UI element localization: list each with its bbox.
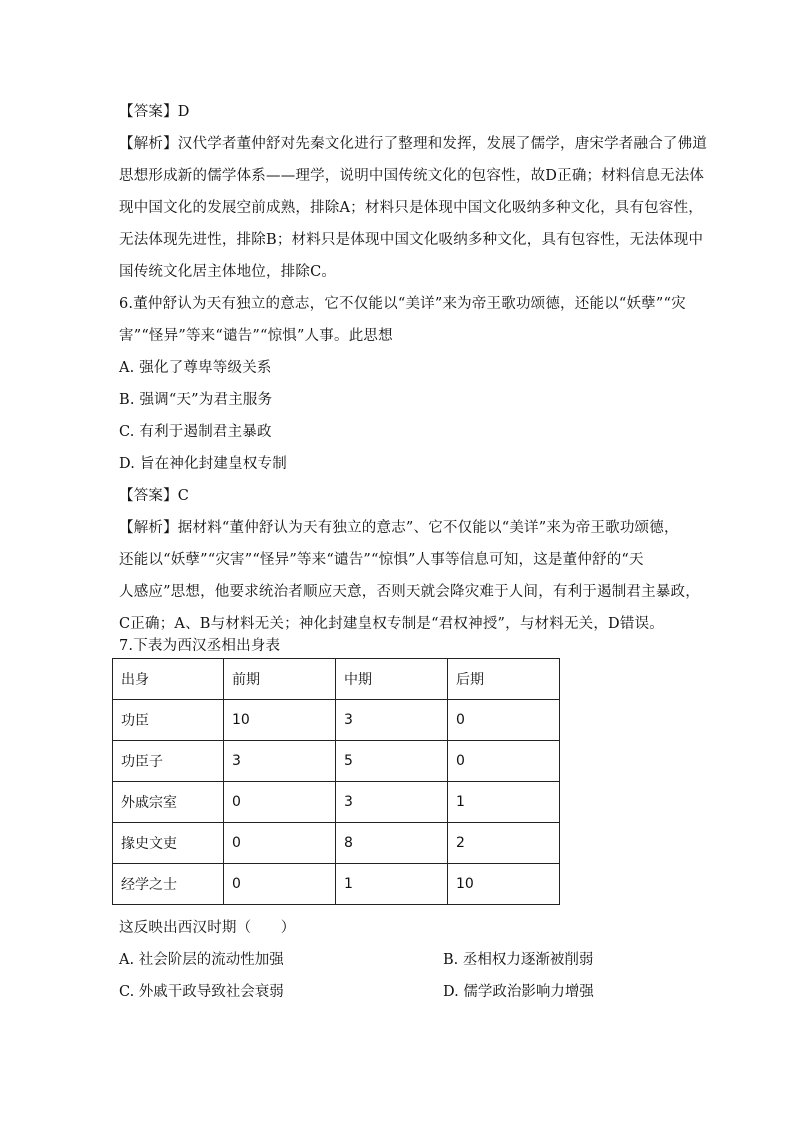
q6-option-d: D. 旨在神化封建皇权专制 [119,456,287,472]
q6-analysis-line: C正确；A、B与材料无关；神化封建皇权专制是“君权神授”，与材料无关，D错误。 [119,616,664,632]
table-row [113,700,560,741]
table-cell: 0 [448,741,560,782]
table-cell: 0 [224,782,336,823]
q7-option-b: B. 丞相权力逐渐被削弱 [443,952,594,968]
table-cell: 经学之士 [113,864,224,905]
table-cell: 0 [224,823,336,864]
table-cell: 功臣子 [113,741,224,782]
q5-analysis-line: 现中国文化的发展空前成熟，排除A；材料只是体现中国文化吸纳多种文化，具有包容性， [119,200,703,216]
table-header-cell: 前期 [224,659,336,700]
q7-question: 这反映出西汉时期（ ） [119,920,296,936]
table-cell: 功臣 [113,700,224,741]
table-row [113,823,560,864]
table-cell: 1 [448,782,560,823]
q6-option-c: C. 有利于遏制君主暴政 [119,424,272,440]
q6-analysis-line: 还能以“妖孽”“灾害”“怪异”等来“谴告”“惊惧”人事等信息可知，这是董仲舒的“天 [119,552,644,568]
q7-stem: 7.下表为西汉丞相出身表 [119,638,281,654]
table-row [113,864,560,905]
table-cell: 8 [336,823,448,864]
table-row [113,782,560,823]
q6-analysis-line: 【解析】据材料“董仲舒认为天有独立的意志”、它不仅能以“美详”来为帝王歌功颂德， [119,520,679,536]
q5-analysis-line: 【解析】汉代学者董仲舒对先秦文化进行了整理和发挥，发展了儒学，唐宋学者融合了佛道 [119,136,707,152]
table-cell: 掾史文吏 [113,823,224,864]
table-cell: 0 [224,864,336,905]
q6-stem-line: 6.董仲舒认为天有独立的意志，它不仅能以“美详”来为帝王歌功颂德，还能以“妖孽”“灾 [119,296,686,312]
q6-analysis-line: 人感应”思想，他要求统治者顺应天意，否则天就会降灾难于人间，有利于遏制君主暴政， [119,584,700,600]
table-row [113,741,560,782]
q7-option-a: A. 社会阶层的流动性加强 [119,952,284,968]
q5-analysis-line: 国传统文化居主体地位，排除C。 [119,264,337,280]
q7-option-c: C. 外戚干政导致社会衰弱 [119,984,284,1000]
q6-option-a: A. 强化了尊卑等级关系 [119,360,272,376]
table-cell: 3 [336,782,448,823]
chancellor-origin-table [112,658,560,905]
table-cell: 5 [336,741,448,782]
q6-stem-line: 害”“怪异”等来“谴告”“惊惧”人事。此思想 [119,328,393,344]
table-cell: 10 [224,700,336,741]
table-cell: 3 [224,741,336,782]
table-cell: 2 [448,823,560,864]
table-header-row [113,659,560,700]
q5-answer: 【答案】D [119,104,190,120]
table-header-cell: 中期 [336,659,448,700]
table-header-cell: 后期 [448,659,560,700]
table-header-cell: 出身 [113,659,224,700]
table-cell: 1 [336,864,448,905]
q6-answer: 【答案】C [119,488,190,504]
q5-analysis-line: 无法体现先进性，排除B；材料只是体现中国文化吸纳多种文化，具有包容性，无法体现中 [119,232,704,248]
q6-option-b: B. 强调“天”为君主服务 [119,392,273,408]
table-cell: 0 [448,700,560,741]
table-cell: 3 [336,700,448,741]
q7-option-d: D. 儒学政治影响力增强 [443,984,594,1000]
q5-analysis-line: 思想形成新的儒学体系——理学，说明中国传统文化的包容性，故D正确；材料信息无法体 [119,168,705,184]
table-cell: 10 [448,864,560,905]
table-cell: 外戚宗室 [113,782,224,823]
